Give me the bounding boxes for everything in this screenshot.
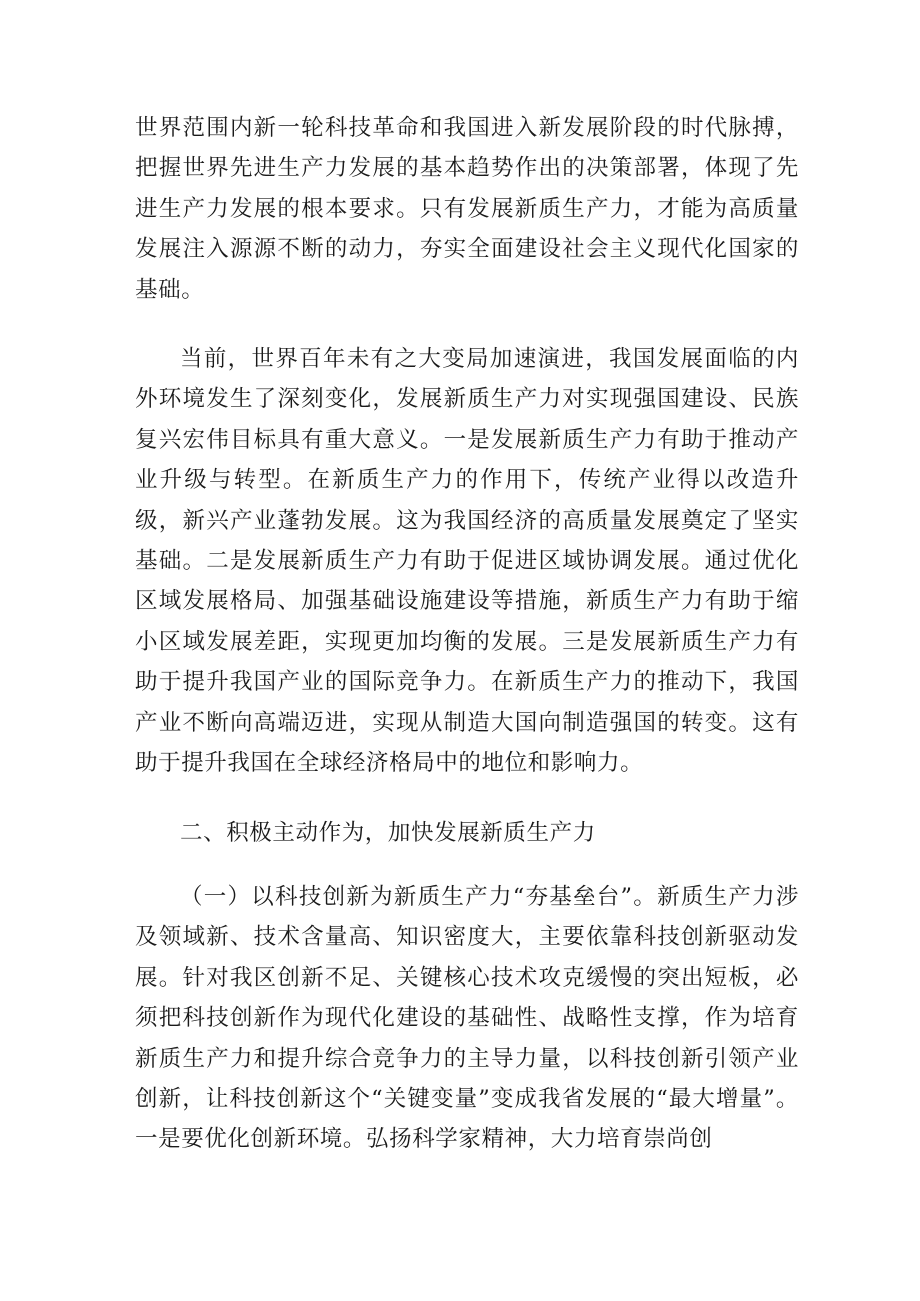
paragraph-significance: 当前，世界百年未有之大变局加速演进，我国发展面临的内外环境发生了深刻变化，发展新质生产力对实现强国建设、民族复兴宏伟目标具有重大意义。一是发展新质生产力有助于推动产业升级与转型。在新质生产力的作用下，传统产业得以改造升级，新兴产业蓬勃发展。这为我国经济的高质量发展奠定了坚实基础。二是发展新质生产力有助于促进区域协调发展。通过优化区域发展格局、加强基础设施建设等措施，新质生产力有助于缩小区域发展差距，实现更加均衡的发展。三是发展新质生产力有助于提升我国产业的国际竞争力。在新质生产力的推动下，我国产业不断向高端迈进，实现从制造大国向制造强国的转变。这有助于提升我国在全球经济格局中的地位和影响力。 xyxy=(135,346,799,777)
document-page xyxy=(135,108,799,1160)
section-heading: 二、积极主动作为，加快发展新质生产力 xyxy=(180,819,596,846)
paragraph-continuation: 世界范围内新一轮科技革命和我国进入新发展阶段的时代脉搏，把握世界先进生产力发展的基本趋势作出的决策部署，体现了先进生产力发展的根本要求。只有发展新质生产力，才能为高质量发展注入源源不断的动力，夯实全面建设社会主义现代化国家的基础。 xyxy=(135,115,799,303)
paragraph-tech-innovation: （一）以科技创新为新质生产力“夯基垒台”。新质生产力涉及领域新、技术含量高、知识密度大，主要依靠科技创新驱动发展。针对我区创新不足、关键核心技术攻克缓慢的突出短板，必须把科技创新作为现代化建设的基础性、战略性支撑，作为培育新质生产力和提升综合竞争力的主导力量，以科技创新引领产业创新，让科技创新这个“关键变量”变成我省发展的“最大增量”。一是要优化创新环境。弘扬科学家精神，大力培育崇尚创 xyxy=(135,883,799,1153)
